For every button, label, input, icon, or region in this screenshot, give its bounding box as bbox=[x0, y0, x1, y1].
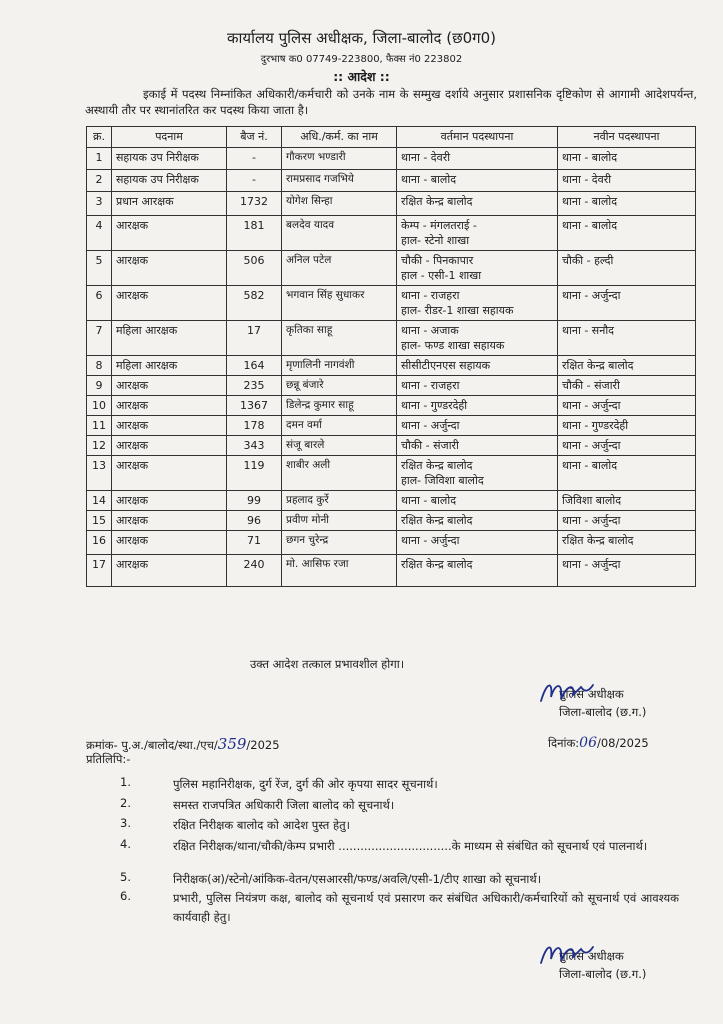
cell-post: आरक्षक bbox=[112, 436, 227, 456]
date-rest: /08/2025 bbox=[596, 736, 649, 750]
cell-post: सहायक उप निरीक्षक bbox=[112, 148, 227, 170]
order-number-suffix: /2025 bbox=[246, 738, 280, 752]
cell-post: आरक्षक bbox=[112, 396, 227, 416]
signature-district: जिला-बालोद (छ.ग.) bbox=[559, 967, 647, 981]
cell-name: संजू बारले bbox=[282, 436, 397, 456]
cell-post: महिला आरक्षक bbox=[112, 356, 227, 376]
cell-new-posting: रक्षित केन्द्र बालोद bbox=[558, 356, 696, 376]
date-day: 06 bbox=[579, 735, 597, 751]
cell-name: भगवान सिंह सुधाकर bbox=[282, 286, 397, 321]
copy-text: रक्षित निरीक्षक बालोद को आदेश पुस्त हेतु। bbox=[173, 818, 351, 832]
cell-name: दमन वर्मा bbox=[282, 416, 397, 436]
current-posting-line: रक्षित केन्द्र बालोद bbox=[401, 514, 473, 527]
cell-badge: 1732 bbox=[227, 192, 282, 216]
cell-new-posting: रक्षित केन्द्र बालोद bbox=[558, 531, 696, 555]
cell-name: कृतिका साहू bbox=[282, 321, 397, 356]
cell-new-posting: थाना - बालोद bbox=[558, 216, 696, 251]
cell-current-posting bbox=[397, 436, 558, 456]
current-posting-additional-line: हाल- स्टेनो शाखा bbox=[401, 234, 470, 247]
cell-post: आरक्षक bbox=[112, 511, 227, 531]
office-phone: दुरभाष क0 07749-223800, फैक्स नं0 223802 bbox=[260, 54, 463, 65]
cell-serial: 9 bbox=[87, 376, 112, 396]
cell-current-posting bbox=[397, 555, 558, 587]
cell-new-posting: थाना - बालोद bbox=[558, 456, 696, 491]
cell-current-posting bbox=[397, 356, 558, 376]
current-posting-additional-line: हाल- जिविशा बालोद bbox=[401, 474, 484, 487]
current-posting-additional-line: हाल- रीडर-1 शाखा सहायक bbox=[401, 304, 514, 317]
signature-block-top bbox=[559, 685, 646, 721]
cell-new-posting: थाना - गुण्डरदेही bbox=[558, 416, 696, 436]
signature-scrawl-icon bbox=[537, 675, 597, 711]
table-row bbox=[87, 286, 696, 321]
cell-name: रामप्रसाद गजभिये bbox=[282, 170, 397, 192]
cell-post: प्रधान आरक्षक bbox=[112, 192, 227, 216]
cell-badge: 119 bbox=[227, 456, 282, 491]
cell-serial: 8 bbox=[87, 356, 112, 376]
signature-scrawl-icon bbox=[537, 937, 597, 973]
current-posting-line: थाना - अजाक bbox=[401, 324, 459, 337]
cell-badge: 71 bbox=[227, 531, 282, 555]
cell-current-posting bbox=[397, 491, 558, 511]
table-row bbox=[87, 251, 696, 286]
current-posting-line: केम्प - मंगलतराई - bbox=[401, 219, 477, 232]
cell-post: आरक्षक bbox=[112, 555, 227, 587]
cell-badge: 343 bbox=[227, 436, 282, 456]
current-posting-additional-line: हाल - एसी-1 शाखा bbox=[401, 269, 482, 282]
cell-name: योगेश सिन्हा bbox=[282, 192, 397, 216]
cell-new-posting: चौकी - हल्दी bbox=[558, 251, 696, 286]
table-row bbox=[87, 416, 696, 436]
order-number-prefix: क्रमांक- पु.अ./बालोद/स्था./एच/ bbox=[86, 738, 218, 752]
signature-block-bottom bbox=[559, 947, 646, 983]
cell-post: आरक्षक bbox=[112, 456, 227, 491]
cell-new-posting: थाना - अर्जुन्दा bbox=[558, 396, 696, 416]
current-posting-line: रक्षित केन्द्र बालोद bbox=[401, 558, 473, 571]
table-row bbox=[87, 321, 696, 356]
order-date bbox=[548, 735, 649, 751]
intro-paragraph: इकाई में पदस्थ निम्नांकित अधिकारी/कर्मचारी को उनके नाम के सम्मुख दर्शाये अनुसार प्रशासनिक दृष्टिकोण से आगामी आदेशपर्यन्त, अस्थायी तौर पर स्थानांतरित कर पदस्थ किया जाता है। bbox=[85, 87, 697, 117]
cell-new-posting: थाना - अर्जुन्दा bbox=[558, 511, 696, 531]
cell-serial: 13 bbox=[87, 456, 112, 491]
cell-badge: 178 bbox=[227, 416, 282, 436]
header-serial: क्र. bbox=[87, 127, 112, 148]
order-heading: :: आदेश :: bbox=[333, 69, 390, 84]
cell-badge: 582 bbox=[227, 286, 282, 321]
signature-district: जिला-बालोद (छ.ग.) bbox=[559, 705, 647, 719]
copy-heading: प्रतिलिपि:- bbox=[86, 752, 131, 766]
current-posting-line: थाना - देवरी bbox=[401, 151, 451, 164]
copy-number: 6. bbox=[120, 889, 131, 903]
table-row bbox=[87, 491, 696, 511]
cell-serial: 2 bbox=[87, 170, 112, 192]
cell-name: शाबीर अली bbox=[282, 456, 397, 491]
effective-note: उक्त आदेश तत्काल प्रभावशील होगा। bbox=[250, 657, 405, 671]
cell-badge: 240 bbox=[227, 555, 282, 587]
cell-post: आरक्षक bbox=[112, 216, 227, 251]
signature-title: पुलिस अधीक्षक bbox=[559, 949, 624, 963]
order-number bbox=[86, 735, 280, 753]
copy-number: 1. bbox=[120, 775, 131, 789]
cell-badge: 506 bbox=[227, 251, 282, 286]
cell-badge: 99 bbox=[227, 491, 282, 511]
cell-new-posting: थाना - अर्जुन्दा bbox=[558, 436, 696, 456]
copy-number: 4. bbox=[120, 837, 131, 851]
current-posting-line: रक्षित केन्द्र बालोद bbox=[401, 195, 473, 208]
order-number-value: 359 bbox=[217, 735, 247, 753]
table-row bbox=[87, 376, 696, 396]
cell-post: आरक्षक bbox=[112, 251, 227, 286]
cell-name: डिलेन्द्र कुमार साहू bbox=[282, 396, 397, 416]
current-posting-line: रक्षित केन्द्र बालोद bbox=[401, 459, 473, 472]
date-label: दिनांक: bbox=[548, 736, 580, 750]
cell-serial: 4 bbox=[87, 216, 112, 251]
table-header-row bbox=[87, 127, 696, 148]
copy-text: पुलिस महानिरीक्षक, दुर्ग रेंज, दुर्ग की ओर कृपया सादर सूचनार्थ। bbox=[173, 777, 438, 791]
copy-text: समस्त राजपत्रित अधिकारी जिला बालोद को सूचनार्थ। bbox=[173, 798, 395, 812]
table-row bbox=[87, 436, 696, 456]
table-row bbox=[87, 396, 696, 416]
cell-serial: 10 bbox=[87, 396, 112, 416]
cell-name: बलदेव यादव bbox=[282, 216, 397, 251]
cell-current-posting bbox=[397, 321, 558, 356]
cell-name: मृणालिनी नागवंशी bbox=[282, 356, 397, 376]
copy-number: 3. bbox=[120, 816, 131, 830]
cell-new-posting: थाना - अर्जुन्दा bbox=[558, 286, 696, 321]
cell-serial: 1 bbox=[87, 148, 112, 170]
cell-name: छगन चुरेन्द्र bbox=[282, 531, 397, 555]
current-posting-line: थाना - गुण्डरदेही bbox=[401, 399, 468, 412]
table-row bbox=[87, 531, 696, 555]
copy-text: प्रभारी, पुलिस नियंत्रण कक्ष, बालोद को सूचनार्थ एवं प्रसारण कर संबंधित अधिकारी/कर्मचारियों को सूचनार्थ एवं आवश्यक कार्यवाही हेतु। bbox=[173, 891, 679, 924]
cell-new-posting: थाना - अर्जुन्दा bbox=[558, 555, 696, 587]
header-current-posting: वर्तमान पदस्थापना bbox=[397, 127, 558, 148]
current-posting-line: चौकी - संजारी bbox=[401, 439, 459, 452]
cell-post: महिला आरक्षक bbox=[112, 321, 227, 356]
cell-serial: 5 bbox=[87, 251, 112, 286]
cell-current-posting bbox=[397, 286, 558, 321]
cell-name: प्रहलाद कुर्रे bbox=[282, 491, 397, 511]
table-row bbox=[87, 456, 696, 491]
header-post: पदनाम bbox=[112, 127, 227, 148]
cell-serial: 17 bbox=[87, 555, 112, 587]
cell-current-posting bbox=[397, 376, 558, 396]
table-row bbox=[87, 148, 696, 170]
cell-post: आरक्षक bbox=[112, 416, 227, 436]
cell-badge: - bbox=[227, 148, 282, 170]
table-row bbox=[87, 511, 696, 531]
cell-serial: 15 bbox=[87, 511, 112, 531]
cell-name: प्रवीण मोनी bbox=[282, 511, 397, 531]
signature-title: पुलिस अधीक्षक bbox=[559, 687, 624, 701]
cell-name: छन्नू बंजारे bbox=[282, 376, 397, 396]
cell-current-posting bbox=[397, 456, 558, 491]
cell-current-posting bbox=[397, 251, 558, 286]
cell-serial: 7 bbox=[87, 321, 112, 356]
table-row bbox=[87, 216, 696, 251]
cell-new-posting: थाना - बालोद bbox=[558, 148, 696, 170]
copy-number: 5. bbox=[120, 870, 131, 884]
cell-serial: 11 bbox=[87, 416, 112, 436]
table-row bbox=[87, 192, 696, 216]
cell-new-posting: थाना - बालोद bbox=[558, 192, 696, 216]
cell-post: आरक्षक bbox=[112, 286, 227, 321]
current-posting-line: थाना - राजहरा bbox=[401, 379, 460, 392]
cell-badge: 1367 bbox=[227, 396, 282, 416]
cell-badge: - bbox=[227, 170, 282, 192]
cell-post: आरक्षक bbox=[112, 491, 227, 511]
cell-post: आरक्षक bbox=[112, 376, 227, 396]
cell-serial: 12 bbox=[87, 436, 112, 456]
current-posting-line: थाना - अर्जुन्दा bbox=[401, 419, 460, 432]
cell-badge: 164 bbox=[227, 356, 282, 376]
table-row bbox=[87, 555, 696, 587]
header-name: अधि./कर्म. का नाम bbox=[282, 127, 397, 148]
current-posting-additional-line: हाल- फण्ड शाखा सहायक bbox=[401, 339, 505, 352]
cell-name: मो. आसिफ रजा bbox=[282, 555, 397, 587]
cell-current-posting bbox=[397, 170, 558, 192]
current-posting-line: थाना - अर्जुन्दा bbox=[401, 534, 460, 547]
cell-name: गौकरण भण्डारी bbox=[282, 148, 397, 170]
cell-current-posting bbox=[397, 531, 558, 555]
cell-badge: 235 bbox=[227, 376, 282, 396]
cell-name: अनिल पटेल bbox=[282, 251, 397, 286]
cell-current-posting bbox=[397, 511, 558, 531]
cell-current-posting bbox=[397, 416, 558, 436]
cell-current-posting bbox=[397, 192, 558, 216]
cell-serial: 6 bbox=[87, 286, 112, 321]
header-badge: बैज नं. bbox=[227, 127, 282, 148]
current-posting-line: थाना - बालोद bbox=[401, 173, 457, 186]
cell-serial: 14 bbox=[87, 491, 112, 511]
transfer-table bbox=[86, 126, 696, 587]
cell-post: सहायक उप निरीक्षक bbox=[112, 170, 227, 192]
cell-serial: 3 bbox=[87, 192, 112, 216]
cell-current-posting bbox=[397, 216, 558, 251]
cell-new-posting: चौकी - संजारी bbox=[558, 376, 696, 396]
copy-text: रक्षित निरीक्षक/थाना/चौकी/केम्प प्रभारी ...............................के माध्यम से संबंधित को सूचनार्थ एवं पालनार्थ। bbox=[173, 839, 648, 853]
current-posting-line: सीसीटीएनएस सहायक bbox=[401, 359, 491, 372]
cell-current-posting bbox=[397, 396, 558, 416]
table-row bbox=[87, 170, 696, 192]
cell-post: आरक्षक bbox=[112, 531, 227, 555]
cell-badge: 17 bbox=[227, 321, 282, 356]
cell-new-posting: जिविशा बालोद bbox=[558, 491, 696, 511]
current-posting-line: चौकी - पिनकापार bbox=[401, 254, 474, 267]
cell-serial: 16 bbox=[87, 531, 112, 555]
copy-text: निरीक्षक(अ)/स्टेनो/आंकिक-वेतन/एसआरसी/फण्ड/अवलि/एसी-1/टीए शाखा को सूचनार्थ। bbox=[173, 872, 542, 886]
copy-number: 2. bbox=[120, 796, 131, 810]
header-new-posting: नवीन पदस्थापना bbox=[558, 127, 696, 148]
cell-badge: 181 bbox=[227, 216, 282, 251]
table-row bbox=[87, 356, 696, 376]
current-posting-line: थाना - बालोद bbox=[401, 494, 457, 507]
cell-new-posting: थाना - सनौद bbox=[558, 321, 696, 356]
cell-badge: 96 bbox=[227, 511, 282, 531]
office-title: कार्यालय पुलिस अधीक्षक, जिला-बालोद (छ0ग0) bbox=[227, 29, 496, 47]
current-posting-line: थाना - राजहरा bbox=[401, 289, 460, 302]
cell-new-posting: थाना - देवरी bbox=[558, 170, 696, 192]
cell-current-posting bbox=[397, 148, 558, 170]
